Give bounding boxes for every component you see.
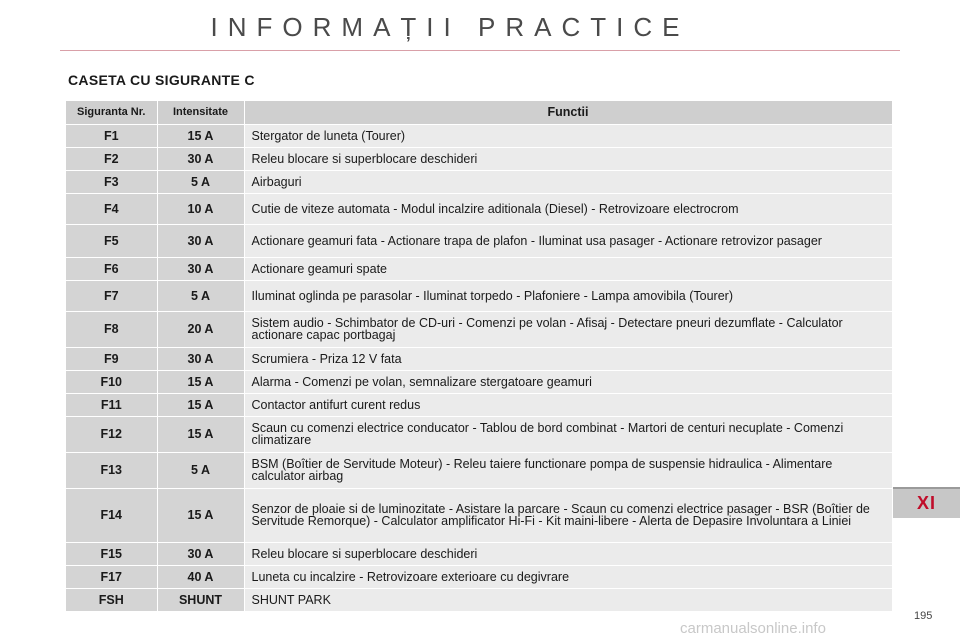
table-row [66, 311, 892, 347]
amperage-cell: 40 A [157, 565, 244, 588]
amperage-cell: 15 A [157, 416, 244, 452]
function-cell: Airbaguri [244, 170, 892, 193]
fuse-number-cell: F11 [66, 393, 157, 416]
function-cell: Alarma - Comenzi pe volan, semnalizare stergatoare geamuri [244, 370, 892, 393]
function-cell: Actionare geamuri fata - Actionare trapa de plafon - Iluminat usa pasager - Actionare retrovizor pasager [244, 224, 892, 257]
fuse-number-cell: F12 [66, 416, 157, 452]
amperage-cell: 30 A [157, 542, 244, 565]
chapter-tab[interactable] [893, 487, 960, 518]
amperage-cell: 10 A [157, 193, 244, 224]
table-row [66, 370, 892, 393]
table-row [66, 224, 892, 257]
fuse-number-cell: F6 [66, 257, 157, 280]
amperage-cell: 20 A [157, 311, 244, 347]
fuse-table [66, 101, 893, 612]
page-number: 195 [914, 610, 933, 622]
amperage-cell: 15 A [157, 488, 244, 542]
table-row [66, 347, 892, 370]
function-cell: Contactor antifurt curent redus [244, 393, 892, 416]
table-row [66, 147, 892, 170]
fuse-number-cell: F7 [66, 280, 157, 311]
header-fuse-number: Siguranta Nr. [66, 101, 157, 124]
function-cell: Actionare geamuri spate [244, 257, 892, 280]
table-row [66, 170, 892, 193]
header-functions: Functii [244, 101, 892, 124]
section-title: CASETA CU SIGURANTE C [68, 72, 255, 88]
table-header-row [66, 101, 892, 124]
fuse-number-cell: F17 [66, 565, 157, 588]
fuse-number-cell: F2 [66, 147, 157, 170]
function-cell: BSM (Boîtier de Servitude Moteur) - Releu taiere functionare pompa de suspensie hidraulica - Alimentare calculator airbag [244, 452, 892, 488]
amperage-cell: 15 A [157, 370, 244, 393]
page-title: INFORMAȚII PRACTICE [210, 12, 690, 42]
amperage-cell: 15 A [157, 124, 244, 147]
amperage-cell: 30 A [157, 347, 244, 370]
table-row [66, 588, 892, 611]
fuse-number-cell: FSH [66, 588, 157, 611]
chapter-label: XI [916, 493, 936, 513]
watermark: carmanualsonline.info [680, 620, 826, 637]
fuse-number-cell: F15 [66, 542, 157, 565]
function-cell: Releu blocare si superblocare deschideri [244, 542, 892, 565]
fuse-number-cell: F13 [66, 452, 157, 488]
function-cell: Releu blocare si superblocare deschideri [244, 147, 892, 170]
fuse-number-cell: F14 [66, 488, 157, 542]
table-row [66, 565, 892, 588]
amperage-cell: 15 A [157, 393, 244, 416]
fuse-number-cell: F4 [66, 193, 157, 224]
table-row [66, 257, 892, 280]
function-cell: Sistem audio - Schimbator de CD-uri - Comenzi pe volan - Afisaj - Detectare pneuri dezumflate - Calculator actionare capac portbagaj [244, 311, 892, 347]
fuse-number-cell: F10 [66, 370, 157, 393]
function-cell: Scrumiera - Priza 12 V fata [244, 347, 892, 370]
table-row [66, 452, 892, 488]
amperage-cell: 30 A [157, 147, 244, 170]
amperage-cell: 5 A [157, 280, 244, 311]
fuse-number-cell: F1 [66, 124, 157, 147]
header-amperage: Intensitate [157, 101, 244, 124]
amperage-cell: 5 A [157, 170, 244, 193]
fuse-number-cell: F8 [66, 311, 157, 347]
amperage-cell: 30 A [157, 224, 244, 257]
amperage-cell: 5 A [157, 452, 244, 488]
page-header [0, 0, 960, 52]
function-cell: Scaun cu comenzi electrice conducator - Tablou de bord combinat - Martori de centuri necuplate - Comenzi climatizare [244, 416, 892, 452]
table-row [66, 542, 892, 565]
fuse-number-cell: F3 [66, 170, 157, 193]
fuse-number-cell: F5 [66, 224, 157, 257]
function-cell: Senzor de ploaie si de luminozitate - Asistare la parcare - Scaun cu comenzi electrice pasager - BSR (Boîtier de Servitude Remorque) - Calculator amplificator Hi-Fi - Kit maini-libere - Alerta de Depasire Involuntara a Liniei [244, 488, 892, 542]
function-cell: Stergator de luneta (Tourer) [244, 124, 892, 147]
function-cell: Iluminat oglinda pe parasolar - Iluminat torpedo - Plafoniere - Lampa amovibila (Tourer) [244, 280, 892, 311]
table-row [66, 488, 892, 542]
header-divider [60, 50, 900, 51]
table-row [66, 124, 892, 147]
fuse-number-cell: F9 [66, 347, 157, 370]
table-row [66, 193, 892, 224]
amperage-cell: SHUNT [157, 588, 244, 611]
function-cell: SHUNT PARK [244, 588, 892, 611]
function-cell: Luneta cu incalzire - Retrovizoare exterioare cu degivrare [244, 565, 892, 588]
table-row [66, 393, 892, 416]
function-cell: Cutie de viteze automata - Modul incalzire aditionala (Diesel) - Retrovizoare electrocrom [244, 193, 892, 224]
table-row [66, 416, 892, 452]
amperage-cell: 30 A [157, 257, 244, 280]
table-row [66, 280, 892, 311]
